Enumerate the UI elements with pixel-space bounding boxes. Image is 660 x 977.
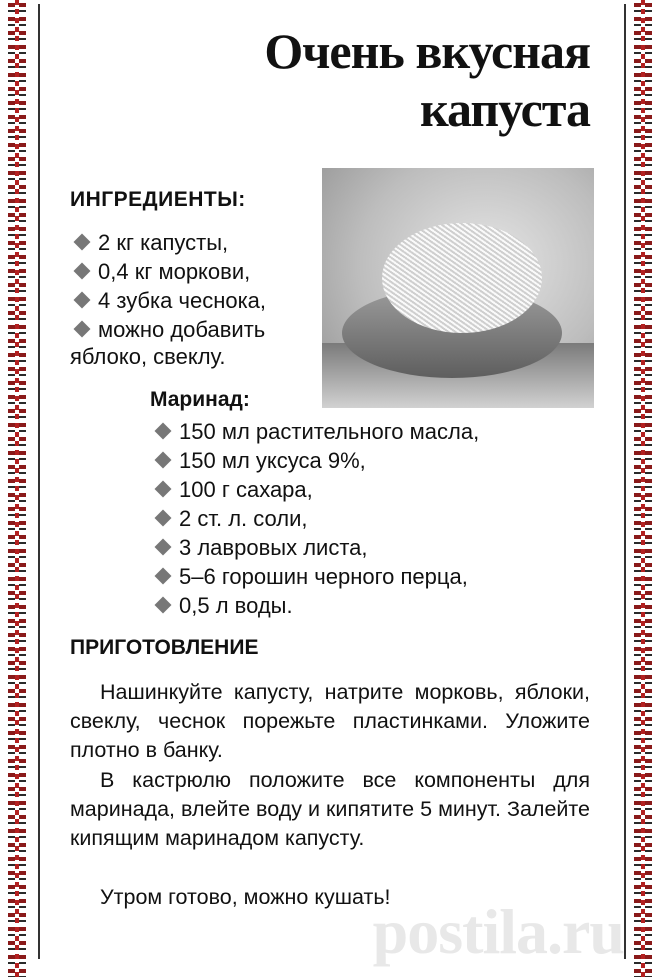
ingredients-list <box>76 228 266 344</box>
ingredients-continuation: яблоко, свеклу. <box>70 344 226 369</box>
list-item: 5–6 горошин черного перца, <box>157 562 479 591</box>
preparation-paragraph-1: Нашинкуйте капусту, натрите морковь, яблоки, свеклу, чеснок порежьте пластинками. Уложите плотно в банку. <box>70 680 590 762</box>
list-item: 0,5 л воды. <box>157 591 479 620</box>
diamond-bullet-icon <box>155 568 172 585</box>
list-item: можно добавить <box>76 315 266 344</box>
cabbage-photo <box>322 168 594 408</box>
list-item: 150 мл уксуса 9%, <box>157 446 479 475</box>
ornament-border-left <box>8 0 26 977</box>
marinade-list <box>157 417 479 620</box>
diamond-bullet-icon <box>74 292 91 309</box>
diamond-bullet-icon <box>74 263 91 280</box>
preparation-heading: ПРИГОТОВЛЕНИЕ <box>70 636 259 659</box>
ingredients-heading: ИНГРЕДИЕНТЫ: <box>70 188 246 211</box>
diamond-bullet-icon <box>155 481 172 498</box>
list-item: 4 зубка чеснока, <box>76 286 266 315</box>
diamond-bullet-icon <box>74 234 91 251</box>
page-title: Очень вкусная капуста <box>264 23 590 137</box>
list-item: 2 кг капусты, <box>76 228 266 257</box>
diamond-bullet-icon <box>155 510 172 527</box>
list-item: 150 мл растительного масла, <box>157 417 479 446</box>
diamond-bullet-icon <box>74 321 91 338</box>
marinade-heading: Маринад: <box>150 388 250 411</box>
diamond-bullet-icon <box>155 539 172 556</box>
diamond-bullet-icon <box>155 423 172 440</box>
diamond-bullet-icon <box>155 452 172 469</box>
ornament-border-right <box>634 0 652 977</box>
list-item: 100 г сахара, <box>157 475 479 504</box>
photo-shredded-cabbage <box>382 223 542 333</box>
list-item: 3 лавровых листа, <box>157 533 479 562</box>
list-item: 0,4 кг моркови, <box>76 257 266 286</box>
watermark: postila.ru <box>372 896 624 967</box>
preparation-paragraph-3: Утром готово, можно кушать! <box>100 885 391 909</box>
diamond-bullet-icon <box>155 597 172 614</box>
preparation-paragraph-2: В кастрюлю положите все компоненты для маринада, влейте воду и кипятите 5 минут. Залейте кипящим маринадом капусту. <box>70 768 590 850</box>
list-item: 2 ст. л. соли, <box>157 504 479 533</box>
